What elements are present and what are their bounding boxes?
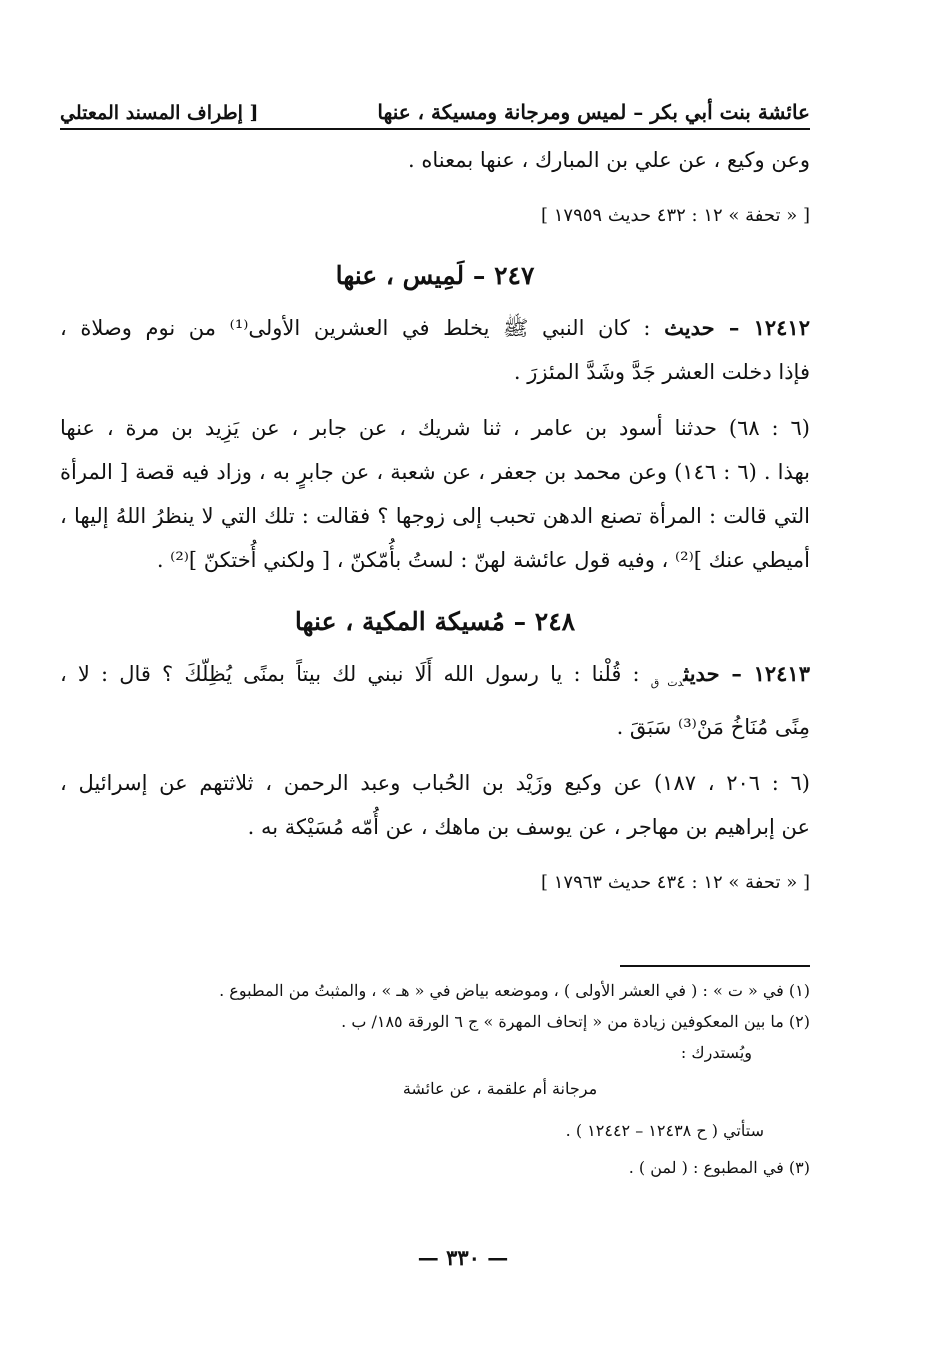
footnote: (٣) في المطبوع : ( لمن ) . [628,1158,810,1178]
page-number: — ٣٣٠ — [417,1245,509,1270]
hadith-text-line [60,306,810,350]
footnote-entry: مرجانة أم علقمة ، عن عائشة [402,1079,598,1099]
header-rule [60,128,810,130]
footnote: (١) في « ت » : ( في العشر الأولى ) ، وموضعه بياض في « هـ » ، والمثبتُ من المطبوع . [219,981,810,1001]
section-heading-247: ٢٤٧ – لَمِيس ، عنها [335,261,535,290]
header-title: عائشة بنت أبي بكر – لميس ومرجانة ومسيكة ، عنها [377,100,810,124]
hadith-text-line: مِنًى مُنَاخُ مَنْ⁽³⁾ سَبَقَ . [616,715,810,740]
isnad-line: التي قالت : المرأة تصنع الدهن تحبب إلى زوجها ؟ فقالت : تلك التي لا ينظرُ اللهُ إليها ، [60,504,810,528]
hadith-text-line [60,652,810,705]
isnad-line: (٦ : ٦٨) حدثنا أسود بن عامر ، ثنا شريك ، عن جابر ، عن يَزِيد بن مرة ، عنها [60,416,810,440]
hadith-text-line: فإذا دخلت العشر جَدَّ وشَدَّ المئزرَ . [513,360,810,384]
footnote-rule [620,965,810,967]
tuhfa-reference: [ « تحفة » ١٢ : ٤٣٢ حديث ١٧٩٥٩ ] [541,205,810,226]
text-line: وعن وكيع ، عن علي بن المبارك ، عنها بمعناه . [408,148,810,172]
footnote-entry: ستأتي ( ح ١٢٤٣٨ – ١٢٤٤٢ ) . [565,1121,764,1141]
isnad-line: عن إبراهيم بن مهاجر ، عن يوسف بن ماهك ، عن أُمّه مُسَيْكة به . [247,815,810,840]
isnad-line: أميطي عنك ]⁽²⁾ ، وفيه قول عائشة لهنّ : لستُ بأُمّكنّ ، [ ولكني أُختكنّ ]⁽²⁾ . [156,548,810,572]
page-body [60,88,810,1183]
sigla: دت ق [650,676,684,690]
isnad-line: (٦ : ٢٠٦ ، ١٨٧) عن وكيع وزَيْد بن الحُباب وعبد الرحمن ، ثلاثتهم عن إسرائيل ، [60,771,810,796]
hadith-number: ١٢٤١٣ – حديث [683,661,810,686]
tuhfa-reference: [ « تحفة » ١٢ : ٤٣٤ حديث ١٧٩٦٣ ] [541,872,810,894]
footnote-sub: ويُستدرك : [680,1043,752,1063]
hadith-text: : كان النبي ﷺ يخلط في العشرين الأولى⁽¹⁾ من نوم وصلاة ، [60,316,651,340]
hadith-text: : قُلْنا : يا رسول الله أَلَا نبني لك بيتاً بمنًى يُظِلّكَ ؟ قال : لا ، [60,662,640,686]
running-header [60,88,810,124]
hadith-number: ١٢٤١٢ – حديث [664,315,810,340]
isnad-line: بهذا . (٦ : ١٤٦) وعن محمد بن جعفر ، عن شعبة ، عن جابرٍ به ، وزاد فيه قصة [ المرأة [60,460,811,484]
section-heading-248: ٢٤٨ – مُسيكة المكية ، عنها [294,607,576,636]
footnote: (٢) ما بين المعكوفين زيادة من « إتحاف المهرة » ج ٦ الورقة ١٨٥/ ب . [341,1012,810,1032]
header-book-title: [ إطراف المسند المعتلي [60,102,259,124]
